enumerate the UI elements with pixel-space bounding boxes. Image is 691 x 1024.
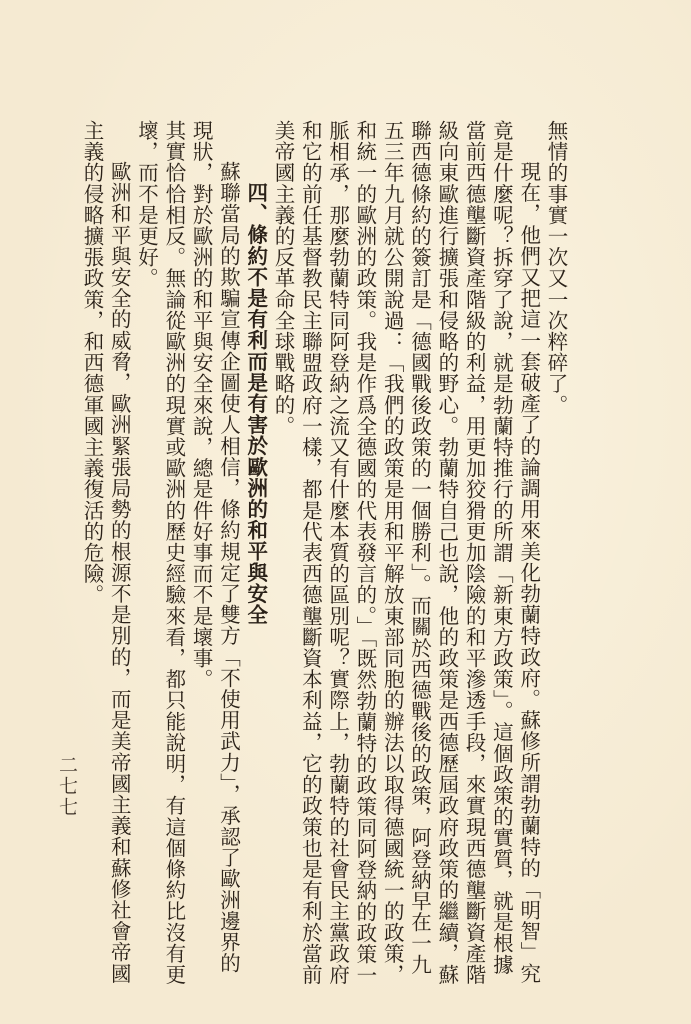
paragraph-2: 現在，他們又把這一套破產了的論調用來美化勃蘭特政府。蘇修所謂勃蘭特的「明智」究竟是什麼呢？拆穿了說，就是勃蘭特推行的所謂「新東方政策」。這個政策的實質，就是根據當前西德壟斷資產階級的利益，用更加狡猾更加陰險的和平滲透手段，來實現西德壟斷資產階級向東歐進行擴張和侵略的野心。勃蘭特自己也說，他的政策是西德歷屆政府政策的繼續，蘇聯西德條約的簽訂是「德國戰後政策的一個勝利」。而關於西德戰後的政策，阿登納早在一九五三年九月就公開說過：「我們的政策是用和平解放東部同胞的辦法以取得德國統一的政策，和統一的歐洲的政策。我是作爲全德國的代表發言的。」「既然勃蘭特的政策同阿登納的政策一脈相承，那麼勃蘭特同阿登納之流又有什麼本質的區別呢？實際上，勃蘭特的社會民主黨政府和它的前任基督教民主聯盟政府一樣，都是代表西德壟斷資本利益，它的政策也是有利於當前美帝國主義的反革命全球戰略的。 [271, 120, 541, 986]
vertical-text-body [78, 120, 569, 990]
paragraph-4: 其實恰恰相反。無論從歐洲的現實或歐洲的歷史經驗來看，都只能說明，有這個條約比沒有更壞，而不是更好。 [134, 120, 186, 986]
paragraph-5: 歐洲和平與安全的威脅，歐洲緊張局勢的根源不是別的，而是美帝國主義和蘇修社會帝國主義的侵略擴張政策，和西德軍國主義復活的危險。 [79, 120, 132, 984]
section-heading: 四、條約不是有利而是有害於歐洲的和平與安全 [243, 181, 268, 625]
paragraph-1: 無情的事實一次又一次粹碎了。 [544, 120, 568, 416]
page-number: 二七七 [56, 755, 78, 818]
paragraph-3: 蘇聯當局的欺騙宣傳企圖使人相信，條約規定了雙方「不使用武力」，承認了歐洲邊界的現狀，對於歐洲的和平與安全來說，總是件好事而不是壞事。 [189, 120, 241, 974]
